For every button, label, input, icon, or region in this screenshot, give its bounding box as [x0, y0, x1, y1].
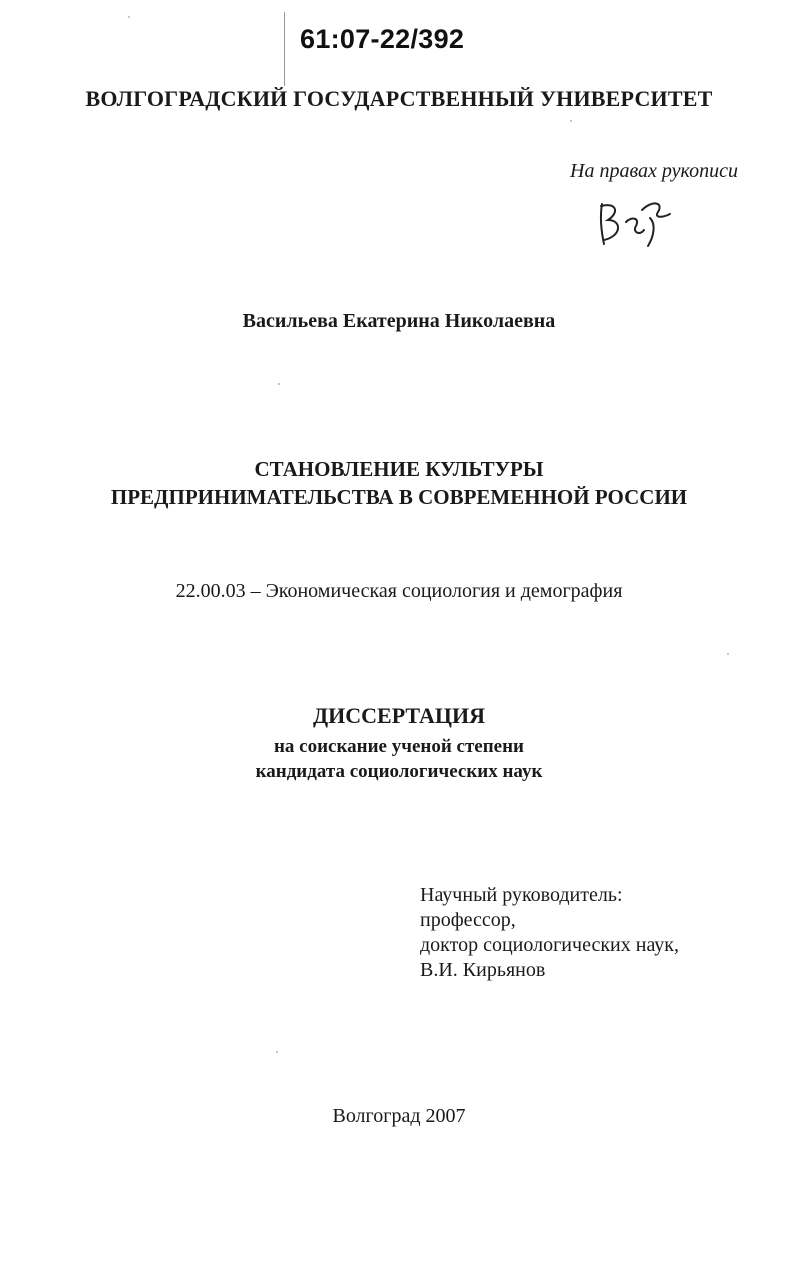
supervisor-label: Научный руководитель:	[420, 884, 623, 906]
city-year: Волгоград 2007	[332, 1105, 466, 1127]
author-name: Васильева Екатерина Николаевна	[242, 310, 556, 332]
supervisor-name: В.И. Кирьянов	[420, 959, 546, 981]
supervisor-block	[420, 883, 679, 983]
rights-note: На правах рукописи	[570, 160, 738, 182]
dissertation-type: ДИССЕРТАЦИЯ	[313, 703, 485, 728]
scan-speck	[128, 16, 130, 18]
scan-artifact-line	[284, 12, 285, 86]
specialty-code: 22.00.03 – Экономическая социология и демография	[175, 580, 623, 602]
scan-speck	[278, 383, 280, 385]
degree-description	[0, 734, 798, 784]
supervisor-degree: доктор социологических наук,	[420, 934, 680, 956]
supervisor-title: профессор,	[420, 909, 516, 931]
handwritten-signature	[592, 196, 682, 256]
degree-line-2: кандидата социологических наук	[255, 761, 543, 782]
scan-speck	[276, 1051, 278, 1053]
title-line-2: ПРЕДПРИНИМАТЕЛЬСТВА В СОВРЕМЕННОЙ РОССИИ	[110, 485, 688, 509]
scan-speck	[727, 653, 729, 655]
scan-speck	[570, 120, 572, 122]
university-name: ВОЛГОГРАДСКИЙ ГОСУДАРСТВЕННЫЙ УНИВЕРСИТЕТ	[85, 86, 713, 111]
dissertation-title	[0, 455, 798, 511]
catalog-code: 61:07-22/392	[300, 24, 465, 54]
degree-line-1: на соискание ученой степени	[273, 736, 524, 757]
title-line-1: СТАНОВЛЕНИЕ КУЛЬТУРЫ	[254, 457, 544, 481]
